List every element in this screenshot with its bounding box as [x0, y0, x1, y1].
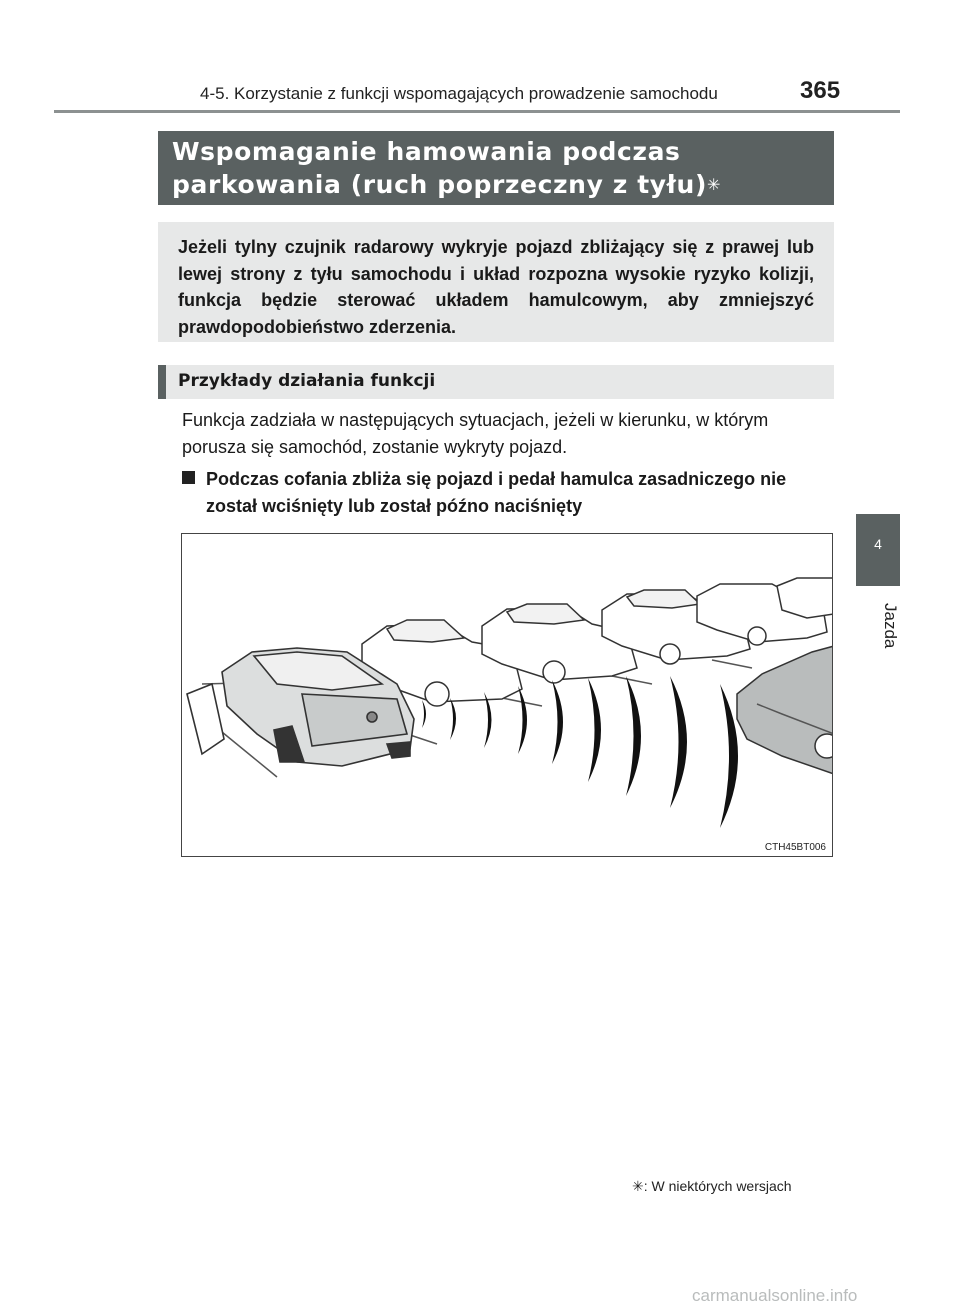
bullet-heading: Podczas cofania zbliża się pojazd i pedał hamulca zasadniczego nie został wciśnięty lub został późno naciśnięty — [206, 469, 787, 516]
section-title-box — [158, 131, 834, 205]
section-title-line1: Wspomaganie hamowania podczas — [172, 137, 681, 166]
figure-code: CTH45BT006 — [764, 842, 826, 853]
asterisk-icon: ✳ — [706, 175, 721, 194]
subheading-box — [158, 365, 834, 399]
illustration-frame — [181, 533, 833, 857]
chapter-tab-label: Jazda — [881, 603, 900, 649]
running-header-section: 4-5. Korzystanie z funkcji wspomagających prowadzenie samochodu — [200, 84, 718, 103]
square-bullet-icon — [182, 471, 195, 484]
subheading-bar — [158, 365, 166, 399]
footnote-text: : W niektórych wersjach — [643, 1178, 792, 1194]
intro-box — [158, 222, 834, 342]
section-title-line2: parkowania (ruch poprzeczny z tyłu) — [172, 170, 707, 199]
footnote — [632, 1178, 792, 1195]
watermark: carmanualsonline.info — [692, 1286, 858, 1305]
subheading-text: Przykłady działania funkcji — [178, 371, 436, 391]
section-title — [172, 135, 820, 201]
asterisk-icon: ✳ — [632, 1178, 644, 1194]
approaching-car — [737, 646, 833, 774]
page-number: 365 — [800, 77, 841, 104]
body-paragraph: Funkcja zadziała w następujących sytuacjach, jeżeli w kierunku, w którym porusza się samochód, zostanie wykryty pojazd. — [182, 410, 769, 457]
intro-text: Jeżeli tylny czujnik radarowy wykryje pojazd zbliżający się z prawej lub lewej strony z tyłu samochodu i układ rozpozna wysokie ryzyko kolizji, funkcja będzie sterować układem hamulcowym, aby zmniejszyć prawdopodobieństwo zderzenia. — [178, 237, 814, 337]
parking-illustration — [182, 534, 833, 857]
chapter-tab-number: 4 — [874, 536, 882, 552]
header-rule — [54, 110, 900, 113]
